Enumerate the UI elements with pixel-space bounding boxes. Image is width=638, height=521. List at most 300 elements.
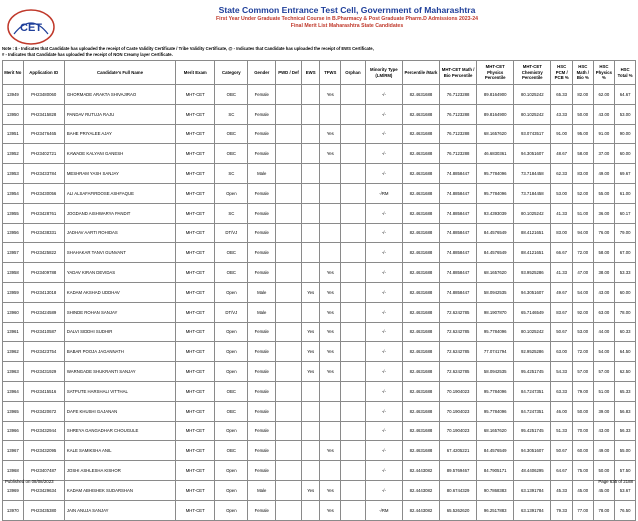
table-cell: 96.2517883 bbox=[477, 500, 514, 520]
table-cell: 13969 bbox=[3, 480, 24, 500]
table-row bbox=[3, 421, 636, 441]
table-cell: 82.4631688 bbox=[402, 243, 439, 263]
table-cell: 51.00 bbox=[593, 381, 615, 401]
table-cell: Female bbox=[248, 401, 276, 421]
table-cell: 89.8164900 bbox=[477, 85, 514, 105]
table-row bbox=[3, 302, 636, 322]
table-cell: SC bbox=[215, 104, 248, 124]
table-cell: Female bbox=[248, 85, 276, 105]
table-cell: 82.4631688 bbox=[402, 441, 439, 461]
table-cell: 13965 bbox=[3, 401, 24, 421]
table-cell: 89.8164900 bbox=[477, 104, 514, 124]
table-cell: 43.00 bbox=[593, 104, 615, 124]
table-cell: 50.00 bbox=[573, 104, 594, 124]
column-header: Application ID bbox=[23, 61, 64, 85]
table-cell: -/- bbox=[365, 461, 402, 481]
table-cell bbox=[301, 183, 320, 203]
table-cell bbox=[276, 401, 302, 421]
table-cell: 70.1904023 bbox=[440, 381, 477, 401]
table-cell: -/- bbox=[365, 223, 402, 243]
table-cell: 76.7123288 bbox=[440, 104, 477, 124]
table-cell bbox=[276, 342, 302, 362]
table-cell: Open bbox=[215, 342, 248, 362]
table-cell: 94.3051607 bbox=[514, 282, 551, 302]
table-cell: 67.00 bbox=[615, 243, 636, 263]
table-row bbox=[3, 362, 636, 382]
table-row bbox=[3, 461, 636, 481]
table-cell: MHT-CET bbox=[176, 302, 215, 322]
table-cell: 93.9525286 bbox=[514, 263, 551, 283]
table-cell: 65.5262620 bbox=[440, 500, 477, 520]
cet-cell-logo bbox=[6, 8, 56, 46]
table-cell: 63.00 bbox=[551, 342, 573, 362]
table-cell bbox=[341, 164, 366, 184]
table-cell: -/- bbox=[365, 164, 402, 184]
table-cell: -/- bbox=[365, 362, 402, 382]
table-cell bbox=[276, 243, 302, 263]
note-line-2: # - Indicates that Candidate has uploaded the receipt of NON Creamy layer Certificate. bbox=[2, 52, 173, 57]
table-cell: 72.00 bbox=[573, 342, 594, 362]
table-cell: Female bbox=[248, 263, 276, 283]
table-cell: PH23480060 bbox=[23, 85, 64, 105]
table-cell: 62.33 bbox=[551, 164, 573, 184]
table-cell: Yes bbox=[320, 282, 341, 302]
table-cell: Open bbox=[215, 480, 248, 500]
table-cell: 84.4576549 bbox=[477, 243, 514, 263]
table-cell: Open bbox=[215, 421, 248, 441]
table-cell: 13968 bbox=[3, 461, 24, 481]
table-cell: PH23438331 bbox=[23, 223, 64, 243]
table-cell bbox=[301, 381, 320, 401]
table-cell: -/- bbox=[365, 203, 402, 223]
table-cell: 78.00 bbox=[593, 500, 615, 520]
table-cell: 70.1904023 bbox=[440, 421, 477, 441]
table-cell: 72.6242785 bbox=[440, 342, 477, 362]
table-cell bbox=[301, 124, 320, 144]
column-header: Category bbox=[215, 61, 248, 85]
table-cell: 72.00 bbox=[573, 243, 594, 263]
table-cell bbox=[320, 243, 341, 263]
table-cell: 74.8858447 bbox=[440, 263, 477, 283]
table-cell: 67.4205221 bbox=[440, 441, 477, 461]
table-cell: MHT-CET bbox=[176, 203, 215, 223]
column-header: Candidate's Full Name bbox=[64, 61, 175, 85]
table-cell: 53.33 bbox=[615, 263, 636, 283]
table-row bbox=[3, 480, 636, 500]
table-cell: 82.4631688 bbox=[402, 381, 439, 401]
table-cell: 56.83 bbox=[615, 401, 636, 421]
table-row bbox=[3, 124, 636, 144]
table-cell: 84.4576549 bbox=[477, 441, 514, 461]
column-header: Merit No bbox=[3, 61, 24, 85]
table-cell: 82.4631688 bbox=[402, 401, 439, 421]
table-cell: BAHE PRIYALEE AJAY bbox=[64, 124, 175, 144]
table-cell: 83.67 bbox=[551, 302, 573, 322]
table-cell: 52.00 bbox=[573, 183, 594, 203]
table-cell: OBC bbox=[215, 144, 248, 164]
table-cell: 77.0741794 bbox=[477, 342, 514, 362]
table-cell: 95.7784096 bbox=[477, 322, 514, 342]
table-cell: 49.00 bbox=[593, 164, 615, 184]
table-cell: 68.1657620 bbox=[477, 124, 514, 144]
table-cell: -/- bbox=[365, 342, 402, 362]
table-cell: 43.00 bbox=[593, 282, 615, 302]
table-cell: KADAM ABHISHEK SUDARSHAN bbox=[64, 480, 175, 500]
table-cell: 79.00 bbox=[615, 223, 636, 243]
table-cell: PH23425822 bbox=[23, 243, 64, 263]
table-cell bbox=[301, 104, 320, 124]
table-cell: 82.4631688 bbox=[402, 223, 439, 243]
table-cell bbox=[276, 441, 302, 461]
table-cell bbox=[301, 421, 320, 441]
table-cell: 13955 bbox=[3, 203, 24, 223]
table-cell: Male bbox=[248, 282, 276, 302]
table-cell: Yes bbox=[301, 322, 320, 342]
table-cell: 95.4251745 bbox=[514, 421, 551, 441]
table-cell: Yes bbox=[320, 342, 341, 362]
table-cell: Yes bbox=[320, 124, 341, 144]
table-cell: PH23409788 bbox=[23, 263, 64, 283]
table-cell: 53.00 bbox=[615, 104, 636, 124]
table-cell: PH23424589 bbox=[23, 302, 64, 322]
table-cell: 13967 bbox=[3, 441, 24, 461]
table-cell: MHT-CET bbox=[176, 223, 215, 243]
table-cell: -/- bbox=[365, 401, 402, 421]
table-cell: 82.4631688 bbox=[402, 203, 439, 223]
table-cell: Yes bbox=[301, 480, 320, 500]
table-cell: 49.67 bbox=[551, 282, 573, 302]
table-row bbox=[3, 342, 636, 362]
table-cell: 73.7184458 bbox=[514, 183, 551, 203]
table-cell bbox=[276, 282, 302, 302]
table-cell: 90.00 bbox=[615, 124, 636, 144]
table-cell: 58.0942535 bbox=[477, 362, 514, 382]
table-cell: 74.8858447 bbox=[440, 183, 477, 203]
table-cell: 88.4121651 bbox=[514, 223, 551, 243]
table-cell: 68.1657620 bbox=[477, 421, 514, 441]
table-cell: 55.00 bbox=[615, 441, 636, 461]
column-header: HSC Math / Bio % bbox=[573, 61, 594, 85]
column-header: MHT-CET Chemistry Percentile bbox=[514, 61, 551, 85]
table-cell: SC bbox=[215, 164, 248, 184]
table-cell bbox=[320, 223, 341, 243]
table-cell bbox=[341, 441, 366, 461]
table-cell: -/- bbox=[365, 421, 402, 441]
table-cell: 95.7784096 bbox=[477, 401, 514, 421]
table-cell: OBC bbox=[215, 85, 248, 105]
table-cell: 76.7123288 bbox=[440, 144, 477, 164]
table-row bbox=[3, 500, 636, 520]
table-cell: 46.6830361 bbox=[477, 144, 514, 164]
table-row bbox=[3, 144, 636, 164]
table-cell: 84.4576549 bbox=[477, 223, 514, 243]
table-cell bbox=[341, 144, 366, 164]
table-cell: 82.4631688 bbox=[402, 183, 439, 203]
table-cell bbox=[301, 203, 320, 223]
table-cell: OBC bbox=[215, 401, 248, 421]
table-cell: 54.33 bbox=[551, 362, 573, 382]
table-cell bbox=[320, 183, 341, 203]
table-cell: 53.00 bbox=[551, 183, 573, 203]
table-cell: 74.8858447 bbox=[440, 223, 477, 243]
table-cell: 53.00 bbox=[573, 322, 594, 342]
table-cell: PANDAV RUTUJA RAJU bbox=[64, 104, 175, 124]
table-cell: 58.00 bbox=[593, 243, 615, 263]
table-cell: Female bbox=[248, 183, 276, 203]
table-cell bbox=[320, 461, 341, 481]
table-cell: 82.4631688 bbox=[402, 164, 439, 184]
table-cell bbox=[341, 421, 366, 441]
table-cell: Yes bbox=[320, 144, 341, 164]
table-cell: 82.00 bbox=[573, 85, 594, 105]
table-cell bbox=[320, 203, 341, 223]
table-cell: Female bbox=[248, 441, 276, 461]
table-cell bbox=[276, 461, 302, 481]
page-header bbox=[60, 5, 634, 30]
table-cell: 80.1025242 bbox=[514, 203, 551, 223]
table-cell: -/- bbox=[365, 104, 402, 124]
table-cell: SHAHAKAR TANVI GUNVANT bbox=[64, 243, 175, 263]
table-cell: 80.1025242 bbox=[514, 85, 551, 105]
list-title: Final Merit List Maharashtra State Candidates bbox=[290, 23, 404, 29]
table-cell: Yes bbox=[301, 362, 320, 382]
table-cell: Female bbox=[248, 144, 276, 164]
table-cell: 80.1025242 bbox=[514, 322, 551, 342]
table-cell: 63.33 bbox=[551, 381, 573, 401]
table-cell: -/- bbox=[365, 282, 402, 302]
table-cell: 62.00 bbox=[593, 85, 615, 105]
table-cell: 39.00 bbox=[593, 401, 615, 421]
table-cell: 94.3051607 bbox=[514, 144, 551, 164]
table-cell: PH23410587 bbox=[23, 322, 64, 342]
table-cell: 13950 bbox=[3, 104, 24, 124]
table-cell: Female bbox=[248, 104, 276, 124]
table-row bbox=[3, 104, 636, 124]
table-cell: Female bbox=[248, 500, 276, 520]
table-cell: Male bbox=[248, 164, 276, 184]
table-cell: -/- bbox=[365, 480, 402, 500]
table-cell bbox=[301, 243, 320, 263]
table-cell: PH23432944 bbox=[23, 421, 64, 441]
table-cell: MHT-CET bbox=[176, 441, 215, 461]
table-cell: 82.4631688 bbox=[402, 342, 439, 362]
logo-text: CET bbox=[20, 22, 42, 34]
table-cell: 82.4631688 bbox=[402, 302, 439, 322]
table-cell: 46.00 bbox=[551, 401, 573, 421]
table-cell bbox=[341, 500, 366, 520]
table-cell: Female bbox=[248, 421, 276, 441]
table-cell bbox=[341, 480, 366, 500]
table-row bbox=[3, 263, 636, 283]
table-cell: 72.6242785 bbox=[440, 302, 477, 322]
table-cell: MHT-CET bbox=[176, 124, 215, 144]
table-cell: -/- bbox=[365, 263, 402, 283]
table-cell: 82.4631688 bbox=[402, 104, 439, 124]
table-cell: -/- bbox=[365, 441, 402, 461]
table-cell: Yes bbox=[320, 480, 341, 500]
merit-list-table bbox=[2, 60, 636, 521]
table-cell: 72.6242785 bbox=[440, 362, 477, 382]
table-cell: 74.8858447 bbox=[440, 164, 477, 184]
table-cell: 38.00 bbox=[593, 263, 615, 283]
column-header: Merit Exam bbox=[176, 61, 215, 85]
table-cell: 95.7784096 bbox=[477, 183, 514, 203]
table-row bbox=[3, 85, 636, 105]
table-cell: MHT-CET bbox=[176, 322, 215, 342]
table-cell: 70.1904023 bbox=[440, 401, 477, 421]
table-cell: -/- bbox=[365, 322, 402, 342]
table-cell: DT/VJ bbox=[215, 223, 248, 243]
table-cell: Female bbox=[248, 223, 276, 243]
column-header: MHT-CET Physics Percentile bbox=[477, 61, 514, 85]
table-row bbox=[3, 401, 636, 421]
table-cell: -/- bbox=[365, 381, 402, 401]
published-date: Published on 08/08/2023 bbox=[5, 479, 54, 484]
table-cell: 58.0942535 bbox=[477, 282, 514, 302]
table-cell: 91.00 bbox=[551, 124, 573, 144]
table-cell: 76.00 bbox=[593, 223, 615, 243]
table-cell: 50.00 bbox=[593, 461, 615, 481]
table-cell bbox=[301, 441, 320, 461]
table-cell bbox=[341, 243, 366, 263]
table-cell: 77.00 bbox=[573, 500, 594, 520]
table-cell: OBC bbox=[215, 441, 248, 461]
table-cell bbox=[341, 104, 366, 124]
table-cell: 65.33 bbox=[551, 85, 573, 105]
table-row bbox=[3, 203, 636, 223]
table-cell: MHT-CET bbox=[176, 461, 215, 481]
table-cell: GHORMADE ARAKTA SHIVAJIRAO bbox=[64, 85, 175, 105]
column-header: Percentile /Mark bbox=[402, 61, 439, 85]
table-cell: 45.00 bbox=[593, 480, 615, 500]
table-cell: 65.7146549 bbox=[514, 302, 551, 322]
table-cell: DAFE KHUSHI GAJANAN bbox=[64, 401, 175, 421]
table-cell: 57.00 bbox=[593, 362, 615, 382]
table-cell: JADHAV AARTI ROHIDAS bbox=[64, 223, 175, 243]
table-cell: SHREYA GANGADHAR CHOUGULE bbox=[64, 421, 175, 441]
table-cell: 82.4631688 bbox=[402, 421, 439, 441]
table-cell: 66.67 bbox=[551, 243, 573, 263]
table-cell: SATPUTE HARSHALI VITTHAL bbox=[64, 381, 175, 401]
table-cell: 50.00 bbox=[573, 401, 594, 421]
table-cell: 80.1025242 bbox=[514, 104, 551, 124]
table-cell: JAIN ANUJA SANJAY bbox=[64, 500, 175, 520]
table-cell: 74.8858447 bbox=[440, 203, 477, 223]
table-cell bbox=[341, 124, 366, 144]
table-cell: 43.33 bbox=[551, 104, 573, 124]
table-cell: 63.1391784 bbox=[514, 500, 551, 520]
table-cell: 13959 bbox=[3, 282, 24, 302]
page-title: State Common Entrance Test Cell, Government of Maharashtra bbox=[218, 5, 476, 15]
table-cell: 51.33 bbox=[551, 421, 573, 441]
table-cell: MHT-CET bbox=[176, 144, 215, 164]
table-cell: Open bbox=[215, 322, 248, 342]
table-cell: 54.00 bbox=[573, 282, 594, 302]
table-cell: 84.7247351 bbox=[514, 401, 551, 421]
table-cell: 45.00 bbox=[573, 480, 594, 500]
table-cell: 45.33 bbox=[551, 480, 573, 500]
table-cell: 92.00 bbox=[573, 302, 594, 322]
table-cell bbox=[276, 480, 302, 500]
table-cell: PH23431929 bbox=[23, 362, 64, 382]
table-cell: 50.67 bbox=[551, 322, 573, 342]
table-cell: 13964 bbox=[3, 381, 24, 401]
table-cell: -/- bbox=[365, 302, 402, 322]
table-cell: 62.50 bbox=[615, 362, 636, 382]
table-cell: 13962 bbox=[3, 342, 24, 362]
table-cell bbox=[341, 263, 366, 283]
column-header: Minority Type (LM/RM) bbox=[365, 61, 402, 85]
table-cell bbox=[301, 144, 320, 164]
table-cell: OBC bbox=[215, 263, 248, 283]
table-cell: -/- bbox=[365, 243, 402, 263]
table-cell: PH23435380 bbox=[23, 500, 64, 520]
table-cell: 60.00 bbox=[615, 282, 636, 302]
table-row bbox=[3, 282, 636, 302]
table-cell: 93.0743517 bbox=[514, 124, 551, 144]
table-cell: MHT-CET bbox=[176, 421, 215, 441]
table-cell bbox=[341, 401, 366, 421]
table-cell bbox=[341, 302, 366, 322]
table-cell: Yes bbox=[301, 342, 320, 362]
table-cell: 57.00 bbox=[573, 362, 594, 382]
table-cell: 13966 bbox=[3, 421, 24, 441]
table-cell bbox=[341, 342, 366, 362]
table-cell: PH23415516 bbox=[23, 381, 64, 401]
table-cell: 76.50 bbox=[615, 500, 636, 520]
table-cell: PH23413018 bbox=[23, 282, 64, 302]
table-cell: Open bbox=[215, 183, 248, 203]
column-header: HSC Total % bbox=[615, 61, 636, 85]
table-cell: 63.00 bbox=[593, 302, 615, 322]
table-cell: 82.4631688 bbox=[402, 85, 439, 105]
table-cell bbox=[341, 461, 366, 481]
table-cell: MHT-CET bbox=[176, 500, 215, 520]
table-cell: 79.00 bbox=[573, 381, 594, 401]
table-row bbox=[3, 223, 636, 243]
table-cell: Female bbox=[248, 362, 276, 382]
column-header: PWD / Def bbox=[276, 61, 302, 85]
table-cell: KALE SAMIKSHA ANIL bbox=[64, 441, 175, 461]
table-cell: KADAM AKSHAD UDDHAV bbox=[64, 282, 175, 302]
table-cell: 82.4631688 bbox=[402, 263, 439, 283]
table-cell bbox=[301, 223, 320, 243]
table-cell: 95.4251745 bbox=[514, 362, 551, 382]
table-cell: 43.00 bbox=[593, 421, 615, 441]
table-cell: 80.6744329 bbox=[440, 480, 477, 500]
table-cell: 49.00 bbox=[593, 441, 615, 461]
table-cell: DALVI SIDDHI SUDHIR bbox=[64, 322, 175, 342]
table-cell: Open bbox=[215, 362, 248, 382]
table-cell bbox=[301, 500, 320, 520]
table-row bbox=[3, 164, 636, 184]
table-cell: 13956 bbox=[3, 223, 24, 243]
table-cell: JOSHI ASHLESHA KISHOR bbox=[64, 461, 175, 481]
table-cell: 84.7905171 bbox=[477, 461, 514, 481]
table-cell bbox=[341, 183, 366, 203]
table-cell: BABAR POOJA JAGANNATH bbox=[64, 342, 175, 362]
table-cell: PH23429634 bbox=[23, 480, 64, 500]
table-cell: Yes bbox=[301, 282, 320, 302]
table-cell bbox=[301, 302, 320, 322]
table-cell bbox=[276, 421, 302, 441]
table-cell: Yes bbox=[320, 362, 341, 382]
table-cell bbox=[301, 164, 320, 184]
table-cell: MHT-CET bbox=[176, 401, 215, 421]
table-cell: OBC bbox=[215, 243, 248, 263]
table-cell: 64.67 bbox=[551, 461, 573, 481]
table-cell: 13957 bbox=[3, 243, 24, 263]
